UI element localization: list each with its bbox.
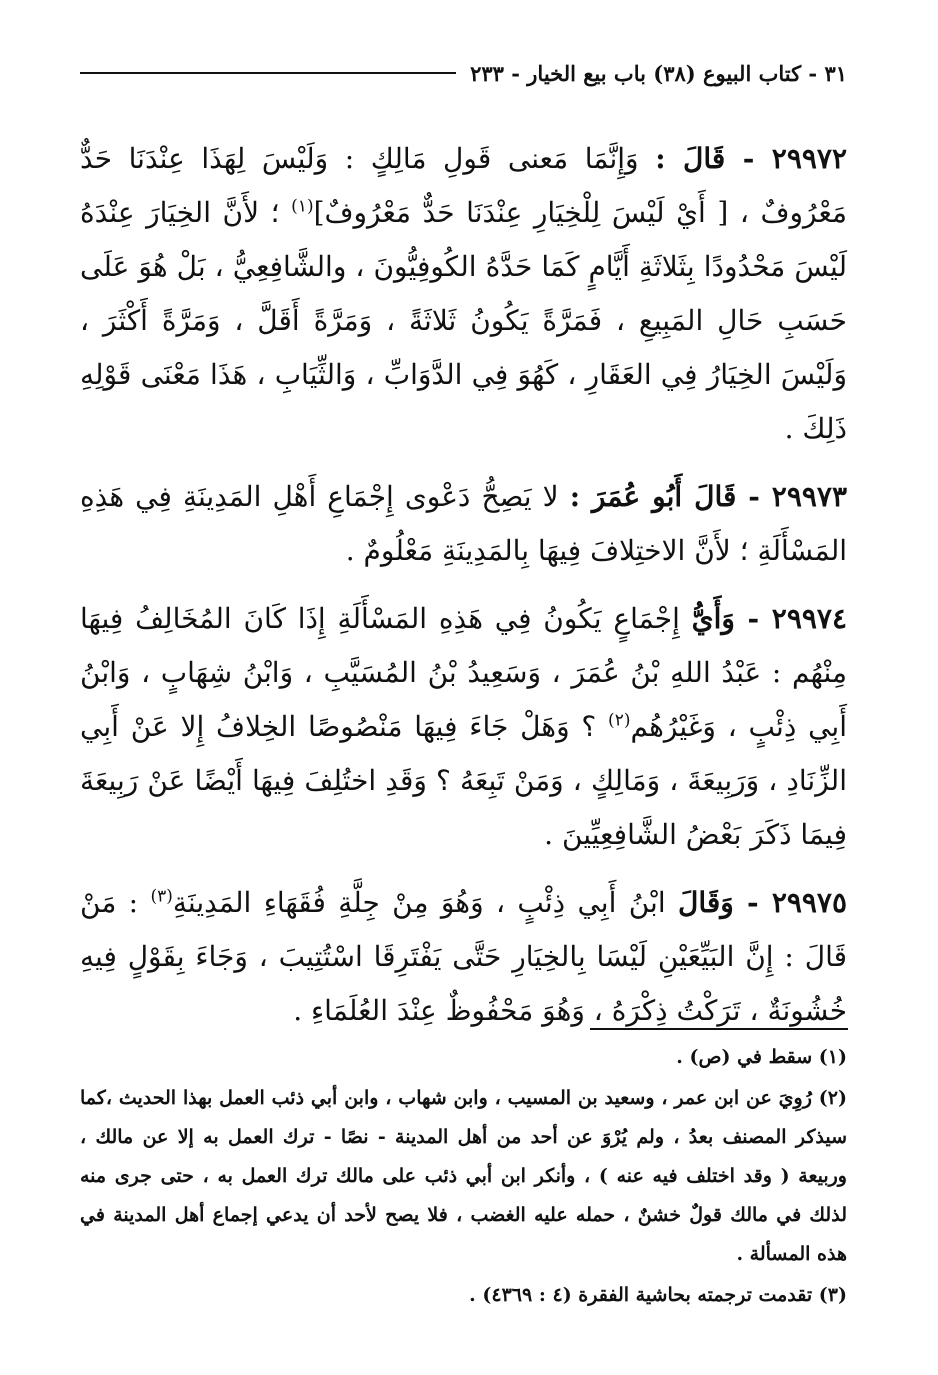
footnote-2: (٢) رُوِيَ عن ابن عمر ، وسعيد بن المسيب ، وابن شهاب ، وابن أبي ذئب العمل بهذا الحديث ،كما سيذكر المصنف بعدُ ، ولم يُرْوَ عن أحد من أهل المدينة - نصًا - ترك العمل به إلا عن مالك ، وربيعة ( وقد اختلف فيه عنه ) ، وأنكر ابن أبي ذئب على مالك ترك العمل به ، حتى جرى منه لذلك في مالك قولٌ خشنٌ ، حمله عليه الغضب ، فلا يصح لأحد أن يدعي إجماع أهل المدينة في هذه المسألة . [80,1087,847,1265]
paragraph-29973 [80,470,847,578]
paragraph-text: لا يَصِحُّ دَعْوى إِجْمَاعِ أَهْلِ المَدِينَةِ فِي هَذِهِ المَسْأَلَةِ ؛ لأَنَّ الاختِلافَ فِيهَا بِالمَدِينَةِ مَعْلُومٌ . [80,480,847,567]
paragraph-number: ٢٩٩٧٢ [771,142,847,175]
paragraph-29972 [80,132,847,456]
paragraph-29975 [80,876,847,1038]
paragraph-number: ٢٩٩٧٤ [771,602,847,635]
footnote-ref-1[interactable]: (١) [291,196,314,217]
paragraph-lead: - قَالَ : [655,142,772,175]
paragraph-text: ابْنُ أَبِي ذِئْبٍ ، وَهُوَ مِنْ جِلَّةِ فُقَهَاءِ المَدِينَةِ [172,886,678,919]
paragraph-lead: - قَالَ أَبُو عُمَرَ : [569,480,772,513]
paragraph-tail: : مَنْ قَالَ : إِنَّ البَيِّعَيْنِ لَيْسَا بِالخِيَارِ حَتَّى يَفْتَرِقَا اسْتُتِيبَ ، وَجَاءَ بِقَوْلٍ فِيهِ خُشُونَةٌ ، تَرَكْتُ ذِكْرَهُ ، وَهُوَ مَحْفُوظٌ عِنْدَ العُلَمَاءِ . [80,886,847,1027]
footnotes [80,1038,847,1315]
paragraph-29974 [80,592,847,862]
paragraph-number: ٢٩٩٧٣ [771,480,847,513]
paragraph-number: ٢٩٩٧٥ [771,886,848,919]
footnote-ref-2[interactable]: (٢) [608,710,631,731]
footnote-1: (١) سقط في (ص) . [676,1046,847,1068]
paragraph-tail: ؛ لأَنَّ الخِيَارَ عِنْدَهُ لَيْسَ مَحْدُودًا بِثَلاثَةِ أَيَّامٍ كَمَا حَدَّهُ الكُوفِيُّونَ ، والشَّافِعِيُّ ، بَلْ هُوَ عَلَى حَسَبِ حَالِ المَبِيعِ ، فَمَرَّةً يَكُونُ ثَلاثَةً ، وَمَرَّةً أَقَلَّ ، وَمَرَّةً أَكْثَرَ ، وَلَيْسَ الخِيَارُ فِي العَقَارِ ، كَهُوَ فِي الدَّوَابِّ ، وَالثِّيَابِ ، هَذَا مَعْنَى قَوْلِهِ ذَلِكَ . [80,196,847,445]
footnote-3: (٣) تقدمت ترجمته بحاشية الفقرة (٤ : ٤٣٦٩) . [469,1284,847,1306]
paragraph-lead: - وَقَالَ [677,886,772,919]
paragraph-text: إِجْمَاعٍ يَكُونُ فِي هَذِهِ المَسْأَلَةِ إِذَا كَانَ المُخَالِفُ فِيهَا مِنْهُم : عَبْدُ اللهِ بْنُ عُمَرَ ، وَسَعِيدُ بْنُ المُسَيَّبِ ، وَابْنُ شِهَابٍ ، وَابْنُ أَبِي ذِئْبٍ ، وَغَيْرُهُم [80,602,848,743]
footnote-separator [590,1028,848,1030]
main-text [80,132,847,1048]
running-header [80,56,847,90]
running-header-title: ٣١ - كتاب البيوع (٣٨) باب بيع الخيار - ٢٣٣ [470,60,847,86]
header-rule [80,72,456,74]
footnote-ref-3[interactable]: (٣) [150,886,173,907]
paragraph-tail: ؟ وَهَلْ جَاءَ فِيهَا مَنْصُوصًا الخِلافُ إِلا عَنْ أَبِي الزِّنَادِ ، وَرَبِيعَةَ ، وَمَالِكٍ ، وَمَنْ تَبِعَهُ ؟ وَقَدِ اختُلِفَ فِيهَا أَيْضًا عَنْ رَبِيعَةَ فِيمَا ذَكَرَ بَعْضُ الشَّافِعِيِّينَ . [80,710,847,851]
paragraph-text: وَإِنَّمَا مَعنى قَولِ مَالِكٍ : وَلَيْسَ لِهَذَا عِنْدَنَا حَدٌّ مَعْرُوفٌ ، [ أَيْ لَيْسَ لِلْخِيَارِ عِنْدَنَا حَدٌّ مَعْرُوفٌ] [80,142,847,229]
paragraph-lead: - وَأَيُّ [691,602,772,635]
